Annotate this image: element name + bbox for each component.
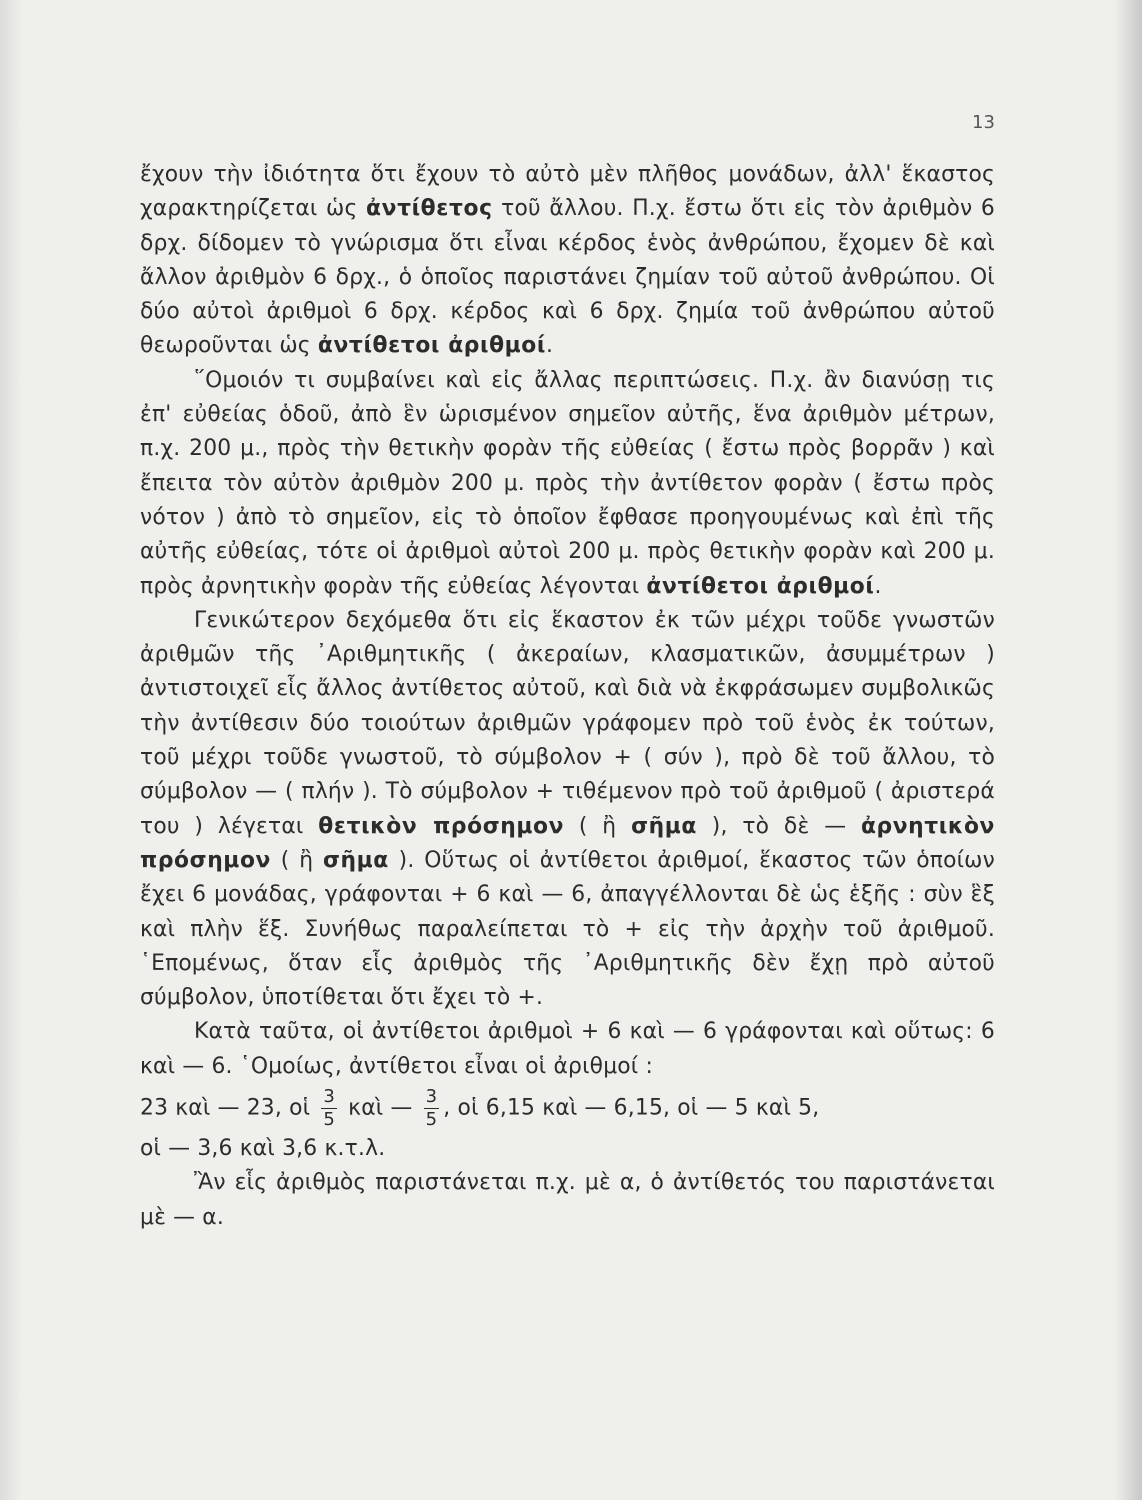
fraction: $\frac{3}{5}$ <box>425 1085 438 1130</box>
bold-term: σῆμα <box>631 813 697 839</box>
bold-term: ἀντίθετοι ἀριθμοί <box>317 333 546 359</box>
body-text <box>140 158 995 1235</box>
paragraph-2: ῞Ομοιόν τι συμβαίνει καὶ εἰς ἄλλας περιπτώσεις. Π.χ. ἂν διανύσῃ τις ἐπ' εὐθείας ὁδοῦ, ἀπὸ ἓν ὡρισμένον σημεῖον αὐτῆς, ἕνα ἀριθμὸν μέτρων, π.χ. 200 μ., πρὸς τὴν θετικὴν φορὰν τῆς εὐθείας ( ἔστω πρὸς βορρᾶν ) καὶ ἔπειτα τὸν αὐτὸν ἀριθμὸν 200 μ. πρὸς τὴν ἀντίθετον φορὰν ( ἔστω πρὸς νότον ) ἀπὸ τὸ σημεῖον, εἰς τὸ ὁποῖον ἔφθασε προηγουμένως καὶ ἐπὶ τῆς αὐτῆς εὐθείας, τότε οἱ ἀριθμοὶ αὐτοὶ 200 μ. πρὸς θετικὴν φορὰν καὶ 200 μ. πρὸς ἀρνητικὴν φορὰν τῆς εὐθείας λέγονται ἀντίθετοι ἀριθμοί. <box>140 367 995 599</box>
paragraph-5: Ἂν εἷς ἀριθμὸς παριστάνεται π.χ. μὲ α, ὁ ἀντίθετός του παριστάνεται μὲ — α. <box>140 1170 995 1230</box>
paragraph-4: Κατὰ ταῦτα, οἱ ἀντίθετοι ἀριθμοὶ + 6 καὶ — 6 γράφονται καὶ οὕτως: 6 καὶ — 6. ῾Ομοίως, ἀντίθετοι εἶναι οἱ ἀριθμοί : <box>140 1019 995 1079</box>
page-gutter-shadow <box>0 0 22 1500</box>
bold-term: σῆμα <box>322 847 389 873</box>
bold-term: θετικὸν πρόσημον <box>318 813 565 839</box>
fraction: $\frac{3}{5}$ <box>323 1085 336 1130</box>
examples-line: 23 καὶ — 23, οἱ $\frac{3}{5}$ καὶ — $\frac{3}{5}$ , οἱ 6,15 καὶ — 6,15, οἱ — 5 καὶ 5, <box>140 1085 820 1130</box>
examples-line-2: οἱ — 3,6 καὶ 3,6 κ.τ.λ. <box>140 1136 386 1162</box>
page-edge-shadow <box>1114 0 1142 1500</box>
paragraph-3: Γενικώτερον δεχόμεθα ὅτι εἰς ἕκαστον ἐκ τῶν μέχρι τοῦδε γνωστῶν ἀριθμῶν τῆς ᾿Αριθμητικῆς ( ἀκεραίων, κλασματικῶν, ἀσυμμέτρων ) ἀντιστοιχεῖ εἷς ἄλλος ἀντίθετος αὐτοῦ, καὶ διὰ νὰ ἐκφράσωμεν συμβολικῶς τὴν ἀντίθεσιν δύο τοιούτων ἀριθμῶν γράφομεν πρὸ τοῦ ἑνὸς ἐκ τούτων, τοῦ μέχρι τοῦδε γνωστοῦ, τὸ σύμβολον + ( σύν ), πρὸ δὲ τοῦ ἄλλου, τὸ σύμβολον — ( πλήν ). Τὸ σύμβολον + τιθέμενον πρὸ τοῦ ἀριθμοῦ ( ἀριστερά του ) λέγεται θετικὸν πρόσημον ( ἢ σῆμα ), τὸ δὲ — ἀρνητικὸν πρόσημον ( ἢ σῆμα ). Οὕτως οἱ ἀντίθετοι ἀριθμοί, ἕκαστος τῶν ὁποίων ἔχει 6 μονάδας, γράφονται + 6 καὶ — 6, ἀπαγγέλλονται δὲ ὡς ἑξῆς : σὺν ἓξ καὶ πλὴν ἕξ. Συνήθως παραλείπεται τὸ + εἰς τὴν ἀρχὴν τοῦ ἀριθμοῦ. ῾Επομένως, ὅταν εἷς ἀριθμὸς τῆς ᾿Αριθμητικῆς δὲν ἔχῃ πρὸ αὐτοῦ σύμβολον, ὑποτίθεται ὅτι ἔχει τὸ +. <box>140 607 996 1011</box>
page-number: 13 <box>972 112 995 133</box>
paragraph-1: ἔχουν τὴν ἰδιότητα ὅτι ἔχουν τὸ αὐτὸ μὲν πλῆθος μονάδων, ἀλλ' ἕκαστος χαρακτηρίζεται ὡς ἀντίθετος τοῦ ἄλλου. Π.χ. ἔστω ὅτι εἰς τὸν ἀριθμὸν 6 δρχ. δίδομεν τὸ γνώρισμα ὅτι εἶναι κέρδος ἑνὸς ἀνθρώπου, ἔχομεν δὲ καὶ ἄλλον ἀριθμὸν 6 δρχ., ὁ ὁποῖος παριστάνει ζημίαν τοῦ αὐτοῦ ἀνθρώπου. Οἱ δύο αὐτοὶ ἀριθμοὶ 6 δρχ. κέρδος καὶ 6 δρχ. ζημία τοῦ ἀνθρώπου αὐτοῦ θεωροῦνται ὡς ἀντίθετοι ἀριθμοί. <box>140 162 995 359</box>
bold-term: ἀρνητικὸν πρόσημον <box>140 813 996 873</box>
bold-term: ἀντίθετοι ἀριθμοί <box>646 573 875 599</box>
bold-term: ἀντίθετος <box>366 196 493 222</box>
